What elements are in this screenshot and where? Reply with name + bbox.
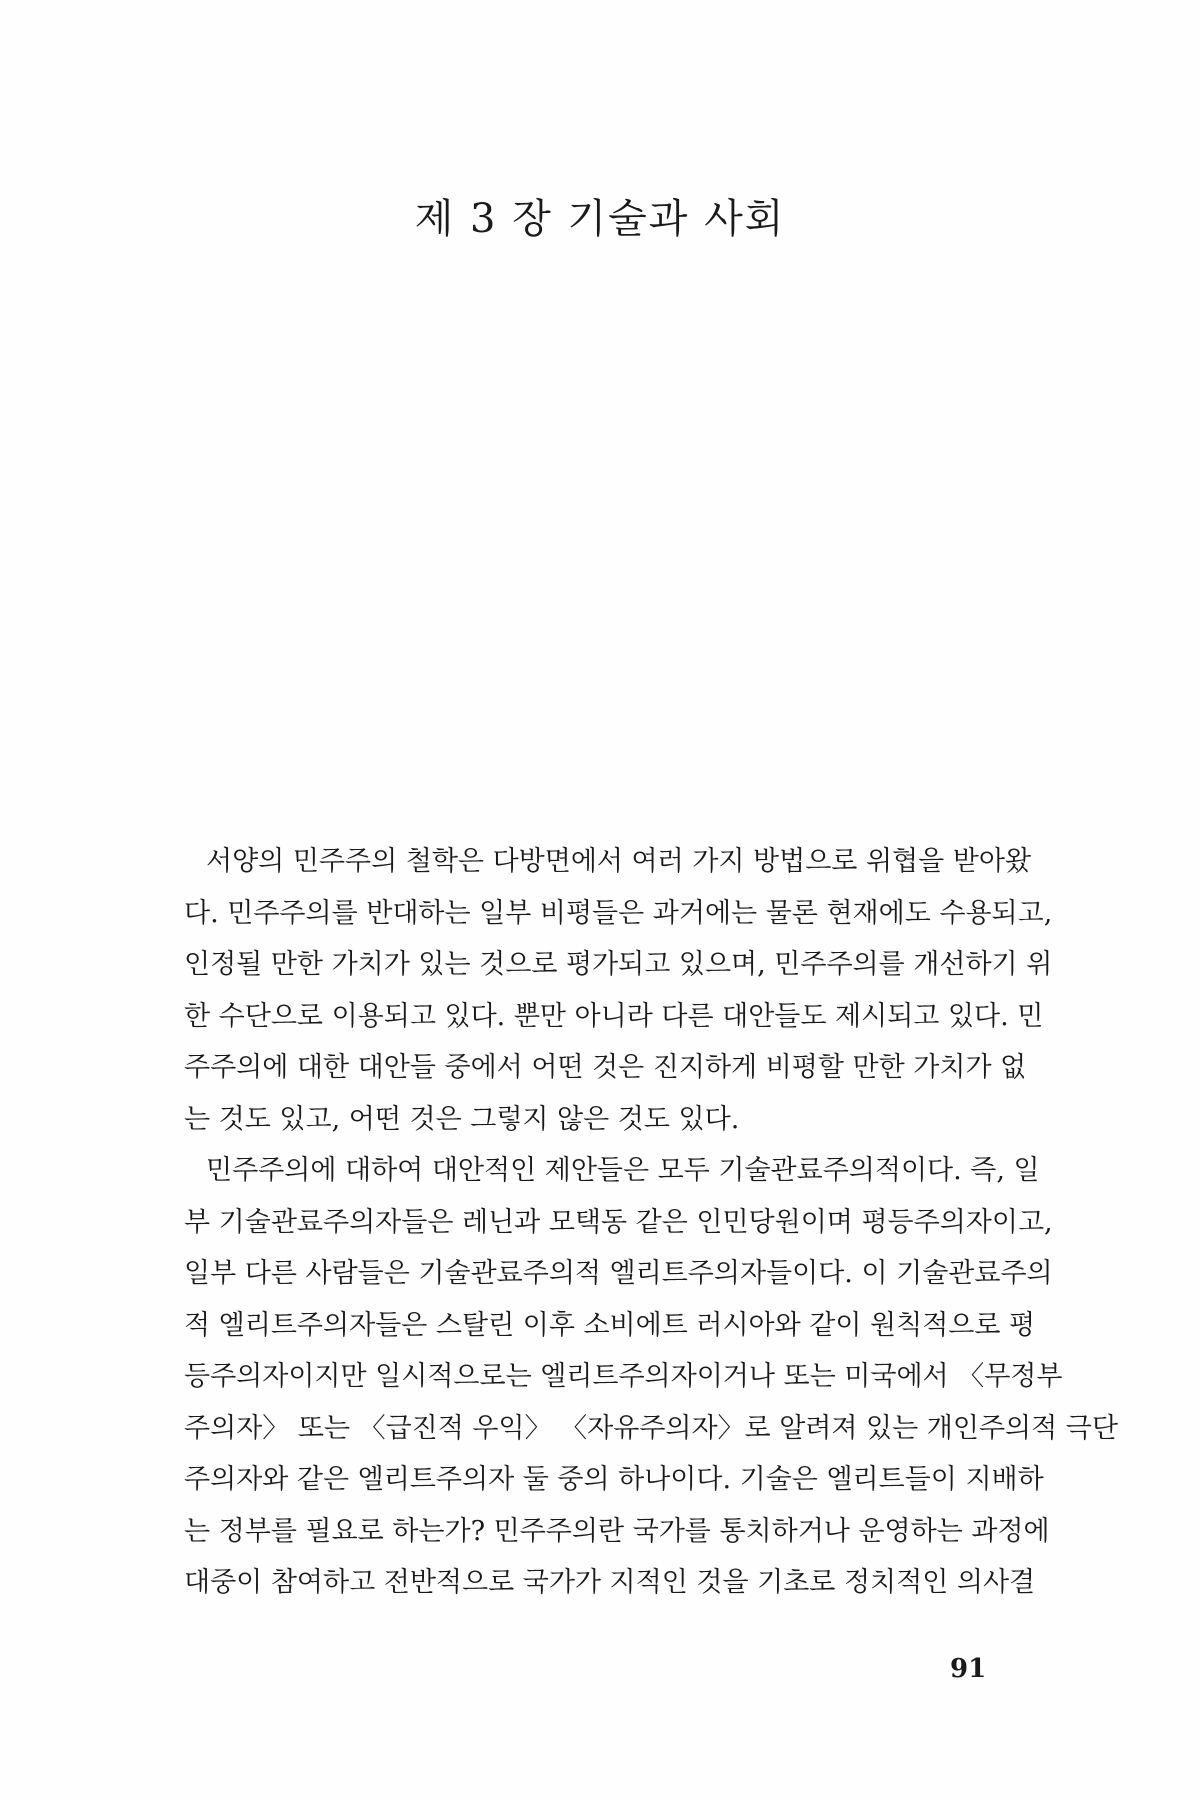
text-line: 주의자와 같은 엘리트주의자 둘 중의 하나이다. 기술은 엘리트들이 지배하 — [184, 1464, 1044, 1495]
text-line: 등주의자이지만 일시적으로는 엘리트주의자이거나 또는 미국에서 〈무정부 — [184, 1361, 1063, 1392]
paragraph-2 — [184, 1145, 1118, 1609]
page-number: 91 — [950, 1654, 987, 1684]
text-line: 한 수단으로 이용되고 있다. 뿐만 아니라 다른 대안들도 제시되고 있다. 민 — [184, 1000, 1044, 1032]
body-text — [184, 836, 1118, 1609]
text-line: 대중이 참여하고 전반적으로 국가가 지적인 것을 기초로 정치적인 의사결 — [184, 1567, 1036, 1598]
text-line: 인정될 만한 가치가 있는 것으로 평가되고 있으며, 민주주의를 개선하기 위 — [184, 949, 1053, 980]
text-line: 일부 다른 사람들은 기술관료주의적 엘리트주의자들이다. 이 기술관료주의 — [184, 1258, 1053, 1289]
text-line: 부 기술관료주의자들은 레닌과 모택동 같은 인민당원이며 평등주의자이고, — [184, 1206, 1053, 1238]
chapter-title: 제 3 장 기술과 사회 — [414, 195, 786, 242]
text-line: 는 것도 있고, 어떤 것은 그렇지 않은 것도 있다. — [184, 1103, 740, 1135]
text-line: 서양의 민주주의 철학은 다방면에서 여러 가지 방법으로 위협을 받아왔 — [206, 846, 1032, 877]
text-line: 는 정부를 필요로 하는가? 민주주의란 국가를 통치하거나 운영하는 과정에 — [184, 1515, 1050, 1547]
text-line: 주주의에 대한 대안들 중에서 어떤 것은 진지하게 비평할 만한 가치가 없 — [184, 1052, 1027, 1083]
text-line: 주의자〉 또는 〈급진적 우익〉 〈자유주의자〉로 알려져 있는 개인주의적 극단 — [184, 1412, 1118, 1444]
text-line: 민주주의에 대하여 대안적인 제안들은 모두 기술관료주의적이다. 즉, 일 — [206, 1155, 1040, 1186]
text-line: 다. 민주주의를 반대하는 일부 비평들은 과거에는 물론 현재에도 수용되고, — [184, 897, 1053, 929]
text-line: 적 엘리트주의자들은 스탈린 이후 소비에트 러시아와 같이 원칙적으로 평 — [184, 1309, 1036, 1341]
paragraph-1 — [184, 836, 1053, 1145]
